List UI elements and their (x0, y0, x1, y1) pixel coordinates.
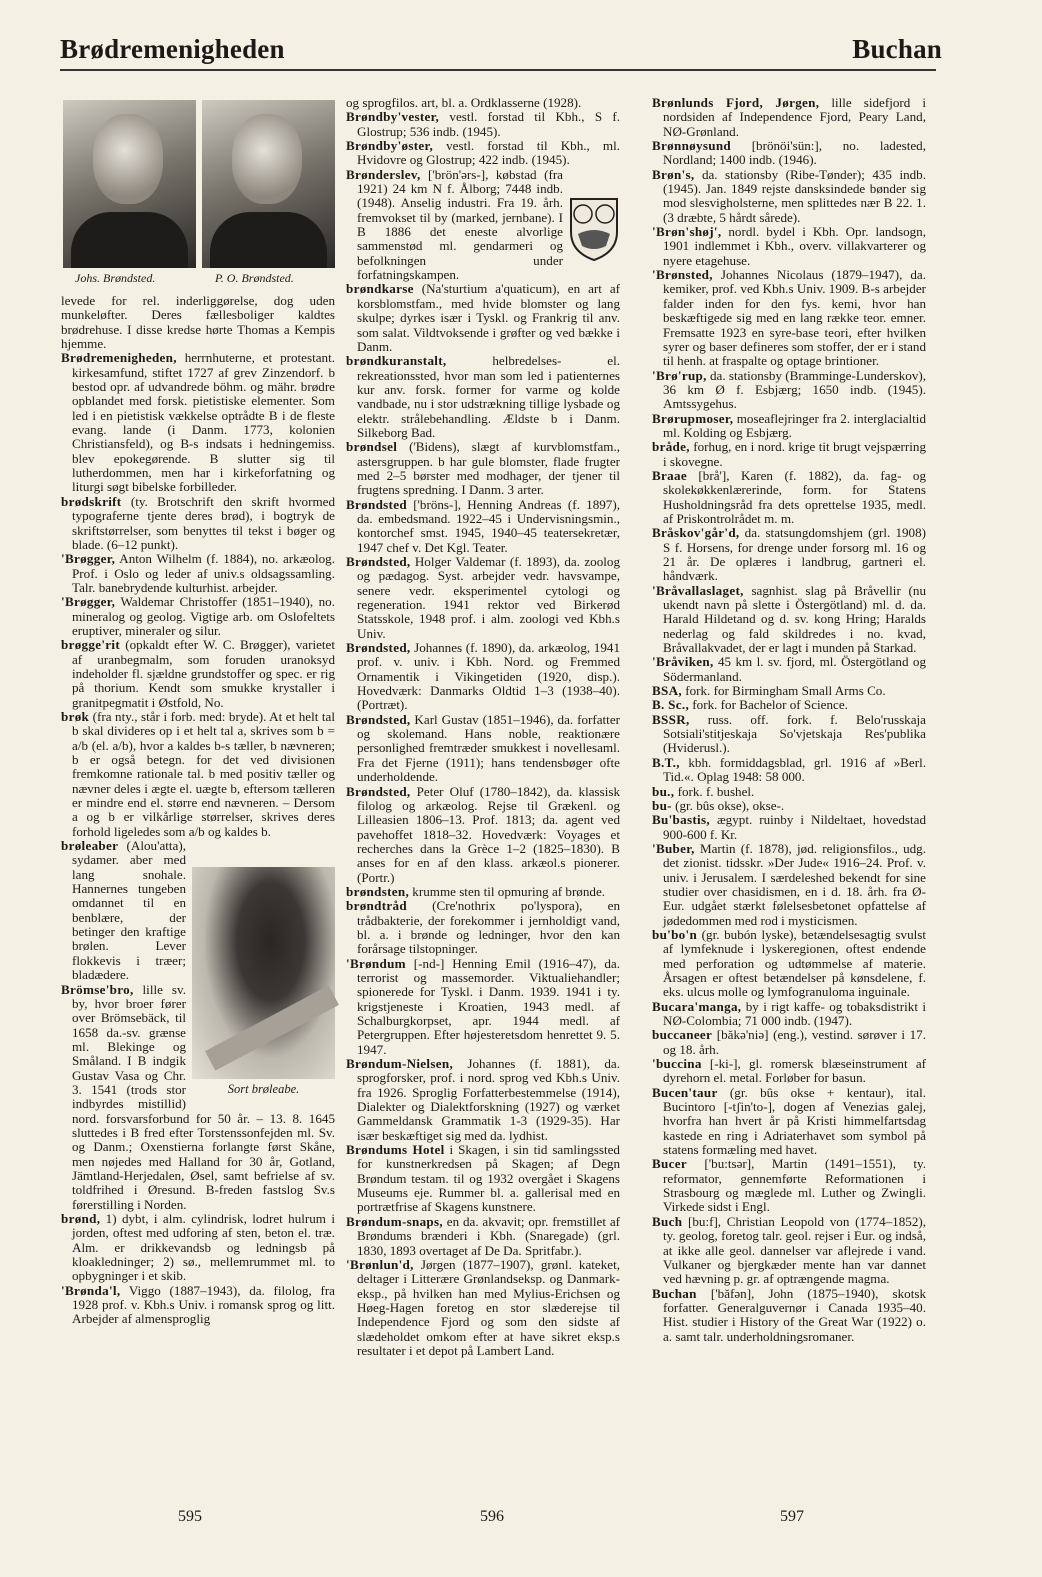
dictionary-entry (346, 899, 620, 956)
entry-text: russ. off. fork. f. Belo'russkaja Sotsiali'stitjeskaja So'vjetskaja Res'publika (Hviderusl.). (663, 711, 926, 756)
dictionary-entry (652, 96, 926, 139)
entry-headword: Brömse'bro, (61, 981, 134, 997)
entry-text: fork. for Bachelor of Science. (689, 697, 848, 713)
dictionary-entry (652, 1086, 926, 1158)
column-595 (61, 294, 335, 1327)
entry-headword: Brøndsted (346, 496, 407, 512)
entry-text: (gr. bûs okse + kentaur), ital. Bucintoro [-tʃin'to-], dogen af Venezias galej, hvorfra han hvert år på Kristi himmelfartsdag kastede en ring i Adriaterhavet som symbol på statens formæling med havet. (663, 1084, 926, 1158)
entry-headword: Brønlunds Fjord, Jørgen, (652, 95, 820, 110)
entry-text: [-ki-], gl. romersk blæseinstrument af dyrehorn el. metal. Forløber for basun. (663, 1056, 926, 1086)
entry-headword: Brøn's, (652, 166, 695, 182)
entry-headword: bu'bo'n (652, 926, 698, 942)
dictionary-entry (652, 1215, 926, 1287)
photo-caption: P. O. Brøndsted. (215, 271, 294, 285)
entry-text: lille sidefjord i nordsiden af Independence Fjord, Peary Land, NØ-Grønland. (663, 95, 926, 139)
entry-headword: bu- (652, 797, 672, 813)
dictionary-entry (61, 1284, 335, 1327)
howler-monkey-photo (192, 867, 335, 1079)
dictionary-entry (61, 638, 335, 710)
running-head-left: Brødremenigheden (60, 34, 285, 64)
dictionary-entry (652, 584, 926, 656)
entry-headword: B. Sc., (652, 697, 690, 713)
entry-text: [-nd-] Henning Emil (1916–47), da. terrorist og massemorder. Viktualiehandler; spionerede for Tyskl. i Danm. 1939. 1941 i ty. krigstjeneste i Kroatien, 1943 medl. af Schalburgkorpset, apr. 1944 medl. af Petergruppen. Efter højesteretsdom henrettet 9. 5. 1947. (357, 955, 620, 1057)
entry-text: levede for rel. inderliggørelse, dog uden munkeløfter. Deres fællesboliger kaldtes brødrehuse. I disse kredse hørte Thomas a Kempis hjemme. (61, 293, 335, 352)
dictionary-entry (61, 351, 335, 494)
entry-text: krumme sten til opmuring af brønde. (409, 883, 606, 899)
dictionary-entry (652, 139, 926, 168)
entry-text: da. statsungdomshjem (grl. 1908) S f. Horsens, for drenge under forsorg ml. 16 og 21 år. De oplæres i landbrug, gartneri el. håndværk. (663, 525, 926, 584)
entry-text: en da. akvavit; opr. fremstillet af Brøndums brænderi i Kbh. (Snaregade) (grl. 1830, 1893 overtaget af De Da. Spritfabr.). (357, 1213, 620, 1258)
entry-headword: bråde, (652, 439, 690, 455)
entry-headword: 'Bråvallaslaget, (652, 582, 744, 598)
entry-headword: Buch (652, 1213, 683, 1229)
dictionary-entry (346, 354, 620, 440)
dictionary-entry (652, 799, 926, 813)
entry-headword: brøndtråd (346, 898, 407, 914)
entry-headword: brøndsel (346, 439, 398, 455)
entry-text: (Cre'nothrix po'lyspora), en trådbakterie, der forekommer i jernholdigt vand, bl. a. i brønde og ledninger, hvor den kan forårsage tilstopninger. (357, 898, 620, 957)
dictionary-entry (61, 552, 335, 595)
entry-text: ['bu:tsər], Martin (1491–1551), ty. reformator, gennemførte Reformationen i Strasbourg og mæglede ml. Luther og Zwingli. Virkede sidst i Engl. (663, 1156, 926, 1215)
dictionary-entry (652, 756, 926, 785)
entry-headword: 'Brøgger, (61, 594, 116, 610)
dictionary-entry (61, 595, 335, 638)
entry-text: ['băfən], John (1875–1940), skotsk forfatter. Generalguvernør i Canada 1935–40. Hist. studier i History of the Great War (1922) o. a. samt talr. underholdningsromaner. (663, 1285, 926, 1344)
entry-text: kbh. formiddagsblad, grl. 1916 af »Berl. Tid.«. Oplag 1948: 58 000. (663, 754, 926, 785)
entry-text: Martin (f. 1878), jød. religionsfilos., udg. det zionist. tidsskr. »Der Jude« 1916–24. Prof. v. univ. i Jerusalem. I særdeleshed bekendt for sine studier over chasidismen, en i d. 18. årh. fra Ø-Eur. udgået stærkt følelsesbetonet opfattelse af jødedommen med rod i mysticismen. (663, 840, 926, 928)
dictionary-entry (346, 555, 620, 641)
entry-headword: 'buccina (652, 1056, 702, 1072)
dictionary-entry (61, 294, 335, 351)
entry-text: (gr. bûs okse), okse-. (671, 797, 785, 813)
entry-headword: Bucer (652, 1156, 687, 1172)
entry-text: ægypt. ruinby i Nildeltaet, hovedstad 900-600 f. Kr. (663, 812, 926, 842)
entry-text: [băkə'niə] (eng.), vestind. sørøver i 17. og 18. årh. (663, 1027, 926, 1057)
dictionary-entry (652, 698, 926, 712)
dictionary-entry (346, 1143, 620, 1215)
entry-text: (gr. bubón lyske), betændelsesagtig svulst af lymfeknude i lyskeregionen, oftest endende med perforation og udtømmelse af materie. Årsagen er oftest betændelser på kønsdelene, f. eks. ulcus molle og lymfogranuloma inguinale. (663, 926, 926, 1000)
dictionary-entry (346, 168, 620, 283)
entry-headword: Brørupmoser, (652, 410, 734, 426)
entry-text: nordl. bydel i Kbh. Opr. landsogn, 1901 indlemmet i Kbh., overv. villakvarterer og nyere etagehuse. (663, 224, 926, 268)
dictionary-entry (346, 96, 620, 110)
entry-headword: brønd, (61, 1211, 101, 1226)
entry-text: forhug, en i nord. krige tit brugt vejspærring i skovegne. (663, 439, 926, 469)
entry-text: Peter Oluf (1780–1842), da. klassisk filolog og arkæolog. Rejse til Grækenl. og Lilleasien 1806–13. Prof. 1813; da. agent ved pavehoffet 1818–32. Hovedværk: Voyages et recherches dans la Grèce 1–2 (1825–1830). B anses for en af den klass. arkæol.s pionerer. (Portr.) (357, 783, 620, 885)
entry-headword: BSA, (652, 683, 682, 699)
entry-text: fork. for Birmingham Small Arms Co. (681, 683, 886, 699)
entry-headword: Brøndsted, (346, 711, 411, 727)
entry-text: helbredelses- el. rekreationssted, hvor man som led i patienternes kur anv. forsk. former for varme og kolde vandbade, nu i stor udstrækning tillige lysbade og elektr. strålebehandling. Ældste b i Danm. Silkeborg Bad. (357, 353, 620, 440)
dictionary-entry (652, 928, 926, 1000)
figure-caption: Sort brøleabe. (227, 1082, 300, 1097)
entry-text: i Skagen, i sin tid samlingssted for kunstnerkredsen på Skagen; af Degn Brøndum testam. til og 1932 overgået i Skagens Museums eje. Rummer bl. a. gallerisal med en portrætfrise af Skagens kunstnere. (357, 1142, 620, 1215)
dictionary-entry (346, 440, 620, 497)
entry-text: 45 km l. sv. fjord, ml. Östergötland og Södermanland. (663, 654, 926, 684)
entry-headword: Buchan (652, 1285, 697, 1301)
entry-text: lille sv. by, hvor broer fører over Brömsebäck, til 1658 da.-sv. grænse ml. Blekinge og Småland. I B indgik Gustav Vasa og Chr. 3. 1541 (trods stor indbyrdes mistillid) nord. forsvarsforbund for 50 år. – 13. 8. 1645 sluttedes i B fred efter Torstenssonfejden ml. Sv. og Danm.; Oxenstierna forlangte først Skåne, men nøjedes med Halland for 30 år, Gotland, Jämtland-Herjedalen, Øsel, samt befrielse af sv. toldfrihed i Øresund. B-freden fastslog Sv.s førerstilling i Norden. (72, 981, 335, 1212)
entry-headword: 'Bråviken, (652, 654, 714, 670)
entry-text: ['bröns-], Henning Andreas (f. 1897), da. embedsmand. 1922–45 i Undervisningsmin., kontorchef smst. 1945, 1940–45 teatersekretær, 1947 chef v. Det Kgl. Teater. (357, 496, 620, 555)
page-number: 596 (480, 1508, 504, 1525)
entry-headword: brøndsten, (346, 883, 410, 899)
dictionary-entry (652, 1028, 926, 1057)
entry-headword: 'Brønda'l, (61, 1282, 121, 1298)
dictionary-entry (652, 842, 926, 928)
dictionary-entry (652, 684, 926, 698)
dictionary-entry (61, 495, 335, 552)
entry-headword: Braae (652, 467, 687, 483)
dictionary-entry (346, 1258, 620, 1358)
entry-headword: Bråskov'går'd, (652, 525, 740, 541)
dictionary-entry (652, 440, 926, 469)
entry-text: Jørgen (1877–1907), grønl. kateket, deltager i Litterære Grønlandseksp. og Danmark-eksp., på hvilken han med Mylius-Erichsen og Høeg-Hagen foretog en stor slæderejse til Independence Fjord og som den sidste af slædeholdet omkom efter at have sikret eksp.s resultater i et depot på Lambert Land. (357, 1256, 620, 1358)
dictionary-entry (346, 785, 620, 885)
entry-text: Viggo (1887–1943), da. filolog, fra 1928 prof. v. Kbh.s Univ. i romansk sprog og litt. Arbejder af almensproglig (72, 1282, 335, 1327)
entry-headword: Brøndum-Nielsen, (346, 1056, 454, 1072)
entry-headword: Brøndsted, (346, 783, 411, 799)
dictionary-entry (652, 1287, 926, 1344)
dictionary-entry (652, 713, 926, 756)
entry-headword: Brøndums Hotel (346, 1142, 445, 1158)
entry-headword: 'Brø'rup, (652, 367, 707, 383)
dictionary-entry (346, 1057, 620, 1143)
entry-text: Karl Gustav (1851–1946), da. forfatter og skolemand. Hans noble, reaktionære personlighed fremtræder smukkest i novellesaml. Fra det Fjerne (1911); hans tendensbøger ofte underholdende. (357, 711, 620, 785)
entry-text: [bu:f], Christian Leopold von (1774–1852), ty. geolog, foretog talr. geol. rejser i Eur. og indså, at ikke alle geol. dannelser var aflejrede i vand. Vulkaner og bjergkæder mente han var dannet ved hævning p. gr. af optrængende magma. (663, 1213, 926, 1287)
entry-text: (opkaldt efter W. C. Brøgger), varietet af uranbegmalm, som foruden uranoksyd indeholder fl. sjældne grundstoffer og spec. er rig på thorium. Kendt som smukke krystaller i granitpegmatit i Østfold, No. (72, 637, 335, 710)
dictionary-entry (652, 1157, 926, 1214)
dictionary-entry (652, 225, 926, 268)
entry-text: ['brön'ərs-], købstad (fra 1921) 24 km N f. Ålborg; 7448 indb. (1948). Anselig industri. Fra 19. årh. fremvokset til by (marked, jernbane). I B 1886 det eneste alvorlige sammenstød ml. gendarmeri og befolkningen under forfatningskampen. (357, 166, 563, 283)
dictionary-entry (652, 1000, 926, 1029)
running-head-right: Buchan (852, 34, 942, 64)
entry-headword: brøleaber (61, 838, 119, 854)
column-597 (652, 96, 926, 1344)
dictionary-entry (346, 1215, 620, 1258)
entry-text: da. stationsby (Ribe-Tønder); 435 indb. (1945). Jan. 1849 rejste dansksindede bønder sig mod slesvigholsterne, men splittedes nær B 22. 1. (3 dræbte, 5 hårdt sårede). (663, 166, 926, 225)
entry-headword: buccaneer (652, 1027, 713, 1043)
header-rule (60, 69, 936, 71)
dictionary-entry (346, 139, 620, 168)
entry-headword: Bucen'taur (652, 1084, 718, 1100)
entry-text: [brönöi'sün:], no. ladested, Nordland; 1400 indb. (1946). (663, 138, 926, 168)
dictionary-entry (652, 268, 926, 368)
dictionary-entry (346, 641, 620, 713)
entry-text: Johannes (f. 1890), da. arkæolog, 1941 prof. v. univ. i Kbh. Nord. og Fremmed Ornamentik i Vikingetiden (1920, disp.). Hovedværk: Danmarks Oldtid 1–3 (1938–40). (Portræt). (357, 640, 620, 713)
entry-text: og sprogfilos. art, bl. a. Ordklasserne (1928). (346, 95, 582, 110)
entry-headword: brøndkarse (346, 281, 414, 297)
entry-text: Waldemar Christoffer (1851–1940), no. mineralog og geolog. Vigtige arb. om Oslofeltets eruptiver, mineraler og silur. (72, 594, 335, 638)
entry-headword: Brøndby'vester, (346, 109, 440, 125)
entry-text: Holger Valdemar (f. 1893), da. zoolog og pædagog. Syst. arbejder vedr. havsvampe, senere vedr. eksperimentel cytologi og regeneration. 1941 rektor ved Birkerød Statsskole, 1948 prof. i alm. zoologi ved Kbh.s Univ. (357, 554, 620, 641)
entry-text: fork. f. bushel. (674, 783, 755, 799)
entry-text: [brå'], Karen (f. 1882), da. fag- og skolekøkkenlærerinde, form. for Statens Husholdningsråd fra dets oprettelse 1935, medl. af Priskontrolrådet m. m. (663, 467, 926, 526)
portrait-johs-brondsted (63, 100, 196, 268)
dictionary-entry (61, 1212, 335, 1284)
entry-text: (Na'sturtium a'quaticum), en art af korsblomstfam., med hvide blomster og lang skulpe; dyrkes især i Tyskl. og Frankrig til anv. som salat. Vildtvoksende i grøfter og ved bække i Danm. (357, 281, 620, 354)
coat-of-arms-icon (568, 196, 620, 262)
entry-headword: BSSR, (652, 711, 690, 727)
entry-text: ('Bidens), slægt af kurvblomstfam., astersgruppen. b har gule blomster, flade frugter med 2–5 børster med modhager, der tjener til frugtens spredning. I Danm. 3 arter. (357, 439, 620, 498)
entry-headword: Brøndsted, (346, 554, 411, 569)
dictionary-entry (346, 713, 620, 785)
entry-headword: brødskrift (61, 493, 122, 509)
dictionary-entry (652, 785, 926, 799)
entry-headword: Brøndsted, (346, 640, 411, 656)
entry-headword: brøgge'rit (61, 637, 120, 653)
entry-headword: 'Brøgger, (61, 551, 116, 567)
entry-text: (ty. Brotschrift den skrift hvormed typograferne tjente deres brød), i bogtryk de skriftstørrelser, som benyttes til tekst i bøger og blade. (6–12 punkt). (72, 493, 335, 552)
dictionary-entry (652, 1057, 926, 1086)
entry-text: by i rigt kaffe- og tobaksdistrikt i NØ-Colombia; 71 000 indb. (1947). (663, 998, 926, 1028)
howler-monkey-figure (192, 867, 335, 1096)
entry-text: (fra nty., står i forb. med: bryde). At et helt tal b skal divideres op i et helt tal a, skrives som b = a/b (el. a/b), hvor a kaldes b-s tæller, b nævneren; b er også betegn. for det ved divisionen fremkomne rationale tal. b med positiv tæller og nævner deles i ægte el. uægte b, eftersom tælleren er mindre end el. større end nævneren. – Dersom a og b er vilkårlige størrelser, skrives deres forhold ligeledes som a/b og kaldes b. (72, 708, 335, 839)
entry-headword: Brødremenigheden, (61, 350, 177, 366)
entry-headword: 'Brønlun'd, (346, 1256, 414, 1272)
dictionary-entry (346, 282, 620, 354)
entry-headword: brøk (61, 708, 90, 724)
entry-text: vestl. forstad til Kbh., ml. Hvidovre og Glostrup; 422 indb. (1945). (357, 138, 620, 168)
column-596 (346, 96, 620, 1358)
entry-text: (Alou'atta), sydamer. aber med lang snohale. Hannernes tungeben omdannet til en benblære, der betinger den kraftige brølen. Lever flokkevis i træer; bladædere. (72, 838, 186, 983)
page-number: 595 (178, 1508, 202, 1525)
dictionary-entry (346, 885, 620, 899)
entry-headword: 'Brøn'shøj', (652, 224, 722, 240)
entry-text: Johannes Nicolaus (1879–1947), da. kemiker, prof. ved Kbh.s Univ. 1909. B-s arbejder falder inden for den fys. kemi, hvor han beskæftigede sig med en lang række teor. emner. Fremsatte 1923 en syre-base teori, efter hvilken syrer og baser defineres som stoffer, der er i stand til henh. at fraspalte og optage brintioner. (663, 267, 926, 369)
photo-caption: Johs. Brøndsted. (75, 271, 156, 285)
entry-text: sagnhist. slag på Bråvellir (nu ukendt navn på slette i Östergötland) ml. d. da. Harald Hildetand og d. sv. kong Hring; Haralds nederlag og fald skildredes i no. kvad, Bråvallakvadet, der er lagt i munden på Starkad. (663, 582, 926, 656)
dictionary-entry (652, 469, 926, 526)
entry-headword: 'Buber, (652, 840, 695, 856)
portrait-photos (63, 100, 335, 290)
dictionary-entry (346, 110, 620, 139)
dictionary-entry (346, 498, 620, 555)
entry-text: Johannes (f. 1881), da. sprogforsker, prof. i nord. sprog ved Kbh.s Univ. fra 1926. Sproglig Forfatterbestemmelse (1914), Dialekter og Dialektforskning (1927) og værket Gammeldansk Grammatik 1-3 (1929-35). Har især beskæftiget sig med da. lydhist. (357, 1056, 620, 1143)
entry-headword: Bu'bastis, (652, 812, 710, 828)
dictionary-entry (652, 412, 926, 441)
dictionary-entry (61, 710, 335, 839)
entry-text: moseaflejringer fra 2. interglacialtid ml. Kolding og Esbjærg. (663, 410, 926, 440)
dictionary-entry (652, 813, 926, 842)
entry-headword: 'Brøndum (346, 955, 406, 971)
page-number: 597 (780, 1508, 804, 1525)
entry-text: herrnhuterne, et protestant. kirkesamfund, stiftet 1727 af grev Zinzendorf. b bestod opr. af udvandrede böhm. og mähr. brødre opblandet med forsk. pietistiske elementer. Som led i en pietistisk vækkelse optrådte B i de fleste evang. lande (i Danm. 1773, kolonien Christiansfeld), og B-s indsats i hedningemiss. blev epokegørende. B slutter sig til lutherdommen, men har i kirkeforfatning og liturgi søgt bibelske forbilleder. (72, 350, 335, 495)
entry-text: vestl. forstad til Kbh., S f. Glostrup; 536 indb. (1945). (357, 109, 620, 139)
entry-headword: B.T., (652, 754, 680, 770)
portrait-p-o-brondsted (202, 100, 335, 268)
entry-headword: brøndkuranstalt, (346, 353, 447, 369)
dictionary-entry (652, 369, 926, 412)
entry-headword: bu., (652, 783, 675, 799)
entry-headword: 'Brønsted, (652, 267, 713, 283)
dictionary-entry (652, 655, 926, 684)
entry-text: Anton Wilhelm (f. 1884), no. arkæolog. Prof. i Oslo og leder af univ.s oldsagssamling. Talr. banebrydende kulturhist. arbejder. (72, 551, 335, 595)
entry-text: da. stationsby (Bramminge-Lunderskov), 36 km Ø f. Esbjærg; 1650 indb. (1945). Amtssygehus. (663, 367, 926, 412)
dictionary-entry (652, 168, 926, 225)
entry-headword: Bucara'manga, (652, 998, 742, 1014)
dictionary-entry (652, 526, 926, 583)
entry-text: 1) dybt, i alm. cylindrisk, lodret hulrum i jorden, oftest med udforing af sten, beton el. træ. Alm. er drikkevandsb og ledningsb på kloakledninger; 2) sø., mellemrummet ml. to opbygninger i et skib. (72, 1211, 335, 1284)
dictionary-entry (346, 957, 620, 1057)
entry-headword: Brønderslev, (346, 166, 421, 182)
entry-headword: Brøndum-snaps, (346, 1213, 443, 1229)
entry-headword: Brønnøysund (652, 138, 731, 154)
entry-headword: Brøndby'øster, (346, 138, 434, 154)
